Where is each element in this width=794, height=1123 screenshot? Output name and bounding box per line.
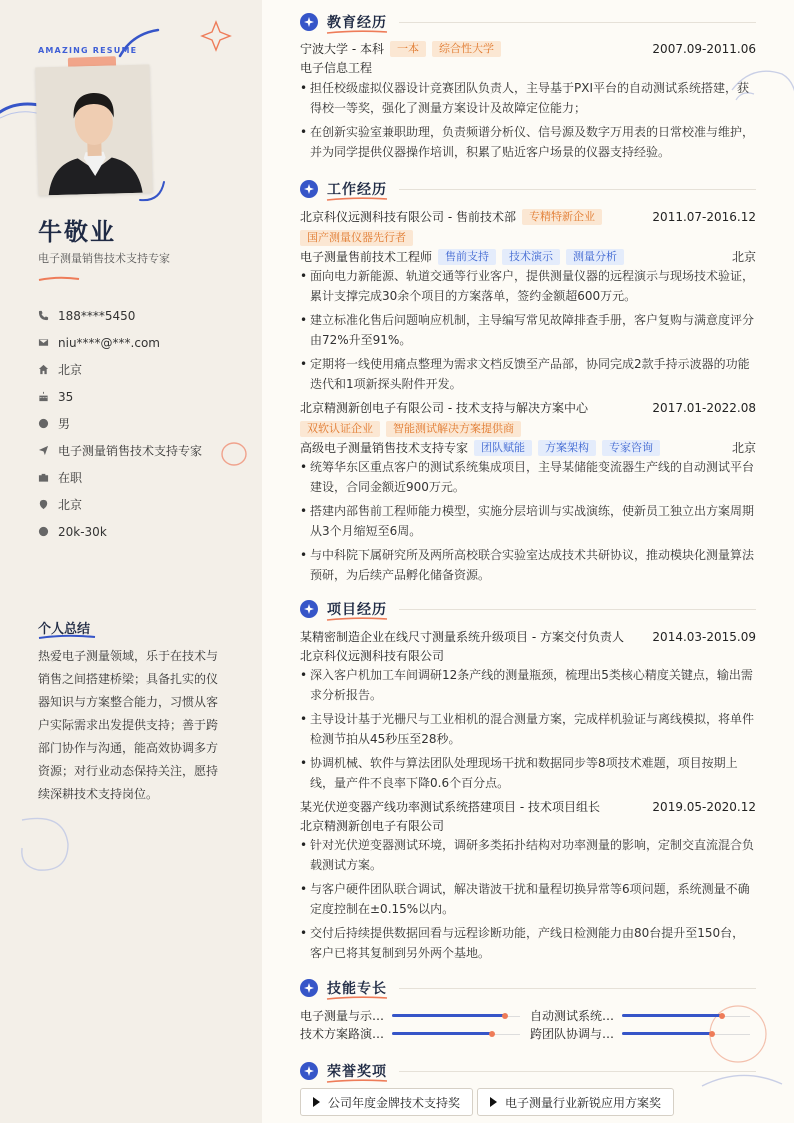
skill-fill bbox=[622, 1014, 722, 1017]
projects-section bbox=[300, 598, 756, 967]
summary-underline bbox=[38, 634, 96, 640]
job-bullets bbox=[300, 457, 756, 585]
skills-grid bbox=[300, 1007, 756, 1042]
contact-item bbox=[38, 356, 248, 383]
list-item: • 统筹华东区重点客户的测试系统集成项目，主导某储能变流器生产线的自动测试平台建设，合同金额近900万元。 bbox=[300, 457, 756, 497]
education-major bbox=[300, 58, 756, 77]
work-title: 工作经历 bbox=[327, 182, 387, 198]
cake-icon bbox=[38, 390, 58, 404]
star-icon bbox=[300, 979, 318, 997]
swirl-decoration bbox=[8, 812, 78, 878]
skill-item bbox=[300, 1025, 530, 1042]
star-icon bbox=[300, 600, 318, 618]
role-row bbox=[300, 438, 756, 457]
project-name: 某精密制造企业在线尺寸测量系统升级项目 - 方案交付负责人 bbox=[300, 630, 624, 644]
skill-marker bbox=[709, 1031, 715, 1037]
contact-value: 电子测量销售技术支持专家 bbox=[58, 444, 203, 458]
skill-name: 技术方案路演… bbox=[300, 1027, 385, 1041]
skills-title: 技能专长 bbox=[327, 981, 387, 997]
section-underline bbox=[326, 1079, 388, 1084]
contact-value: 188****5450 bbox=[58, 308, 136, 323]
role-tag: 售前支持 bbox=[438, 249, 496, 265]
skill-marker bbox=[502, 1013, 508, 1019]
award-label: 公司年度金牌技术支持奖 bbox=[328, 1095, 461, 1110]
contact-value: niu****@***.com bbox=[58, 335, 160, 350]
section-rule bbox=[399, 988, 756, 989]
awards-header bbox=[300, 1060, 756, 1082]
job-period: 2011.07-2016.12 bbox=[652, 209, 756, 224]
projects-title: 项目经历 bbox=[327, 602, 387, 618]
section-underline bbox=[326, 30, 388, 35]
education-header bbox=[300, 11, 756, 33]
role-tag: 团队赋能 bbox=[474, 440, 532, 456]
skill-marker bbox=[719, 1013, 725, 1019]
school-tag: 一本 bbox=[390, 41, 426, 57]
award-item bbox=[300, 1088, 473, 1116]
list-item: • 建立标准化售后问题响应机制，主导编写常见故障排查手册，客户复购与满意度评分由72%升至91%。 bbox=[300, 310, 756, 350]
role-tag: 技术演示 bbox=[502, 249, 560, 265]
resume-tagline: AMAZING RESUME bbox=[38, 46, 138, 55]
skill-level-bar bbox=[392, 1030, 520, 1038]
list-item: • 定期将一线使用痛点整理为需求文档反馈至产品部，协同完成2款手持示波器的功能迭代和1项新探头附件开发。 bbox=[300, 354, 756, 394]
skill-name: 自动测试系统… bbox=[530, 1009, 615, 1023]
list-item: • 在创新实验室兼职助理，负责频谱分析仪、信号源及数字万用表的日常校准与维护，并为同学提供仪器操作培训，积累了贴近客户场景的仪器支持经验。 bbox=[300, 122, 756, 162]
company-tag: 双软认证企业 bbox=[300, 421, 380, 437]
list-item: • 协调机械、软件与算法团队处理现场干扰和数据同步等8项技术难题，项目按期上线，量产件不良率下降0.6个百分点。 bbox=[300, 753, 756, 793]
project-name: 某光伏逆变器产线功率测试系统搭建项目 - 技术项目组长 bbox=[300, 800, 600, 814]
job-row bbox=[300, 398, 756, 417]
mail-icon bbox=[38, 336, 58, 350]
skill-name: 跨团队协调与… bbox=[530, 1027, 615, 1041]
skill-name: 电子测量与示… bbox=[300, 1009, 385, 1023]
candidate-title: 电子测量销售技术支持专家 bbox=[38, 252, 170, 265]
project-org bbox=[300, 646, 756, 665]
contact-item bbox=[38, 410, 248, 437]
work-section bbox=[300, 178, 756, 589]
company-tag: 智能测试解决方案提供商 bbox=[386, 421, 521, 437]
job-row bbox=[300, 207, 756, 226]
skill-fill bbox=[392, 1032, 492, 1035]
home-icon bbox=[38, 363, 58, 377]
education-title: 教育经历 bbox=[327, 15, 387, 31]
list-item: • 深入客户机加工车间调研12条产线的测量瓶颈，梳理出5类核心精度关键点，输出需求分析报告。 bbox=[300, 665, 756, 705]
contact-value: 男 bbox=[58, 417, 71, 431]
contact-item bbox=[38, 464, 248, 491]
contact-list bbox=[38, 302, 248, 545]
project-row bbox=[300, 627, 756, 646]
job-period: 2017.01-2022.08 bbox=[652, 400, 756, 415]
sidebar bbox=[0, 0, 262, 1123]
section-rule bbox=[399, 609, 756, 610]
job-bullets bbox=[300, 266, 756, 394]
company-tag: 专精特新企业 bbox=[522, 209, 602, 225]
awards-list bbox=[300, 1088, 756, 1116]
skill-marker bbox=[489, 1031, 495, 1037]
section-underline bbox=[326, 197, 388, 202]
list-item: • 搭建内部售前工程师能力模型，实施分层培训与实战演练，使新员工独立出方案周期从3个月缩短至6周。 bbox=[300, 501, 756, 541]
company-name: 北京科仪远测科技有限公司 - 售前技术部 bbox=[300, 210, 516, 224]
contact-item bbox=[38, 437, 248, 464]
school-tag: 综合性大学 bbox=[432, 41, 501, 57]
contact-item bbox=[38, 329, 248, 356]
list-item: • 主导设计基于光栅尺与工业相机的混合测量方案，完成样机验证与离线模拟，将单件检测节拍从45秒压至28秒。 bbox=[300, 709, 756, 749]
projects-header bbox=[300, 598, 756, 620]
main-content bbox=[262, 0, 794, 1123]
awards-section bbox=[300, 1060, 756, 1116]
award-item bbox=[477, 1088, 674, 1116]
location-icon bbox=[38, 498, 58, 512]
contact-value: 20k-30k bbox=[58, 524, 107, 539]
contact-value: 北京 bbox=[58, 498, 83, 512]
role-tag: 专家咨询 bbox=[602, 440, 660, 456]
school-name: 宁波大学 - 本科 bbox=[300, 42, 384, 56]
role-row bbox=[300, 247, 756, 266]
summary-heading: 个人总结 bbox=[38, 622, 91, 637]
section-underline bbox=[326, 996, 388, 1001]
skills-section bbox=[300, 977, 756, 1042]
section-rule bbox=[399, 1071, 756, 1072]
section-rule bbox=[399, 189, 756, 190]
contact-value: 35 bbox=[58, 389, 74, 404]
education-section bbox=[300, 11, 756, 166]
skill-item bbox=[530, 1007, 756, 1024]
money-icon bbox=[38, 525, 58, 539]
contact-value: 北京 bbox=[58, 363, 83, 377]
play-icon bbox=[313, 1097, 320, 1107]
contact-item bbox=[38, 383, 248, 410]
summary-text: 热爱电子测量领域，乐于在技术与销售之间搭建桥梁；具备扎实的仪器知识与方案整合能力，习惯从客户实际需求出发提供支持；善于跨部门协作与沟通，能高效协调多方资源；对行业动态保持关注，愿持续深耕技术支持岗位。 bbox=[38, 649, 219, 801]
skill-level-bar bbox=[622, 1030, 750, 1038]
skill-item bbox=[300, 1007, 530, 1024]
skill-level-bar bbox=[392, 1012, 520, 1020]
job-extra-tags bbox=[300, 419, 756, 438]
job-extra-tags bbox=[300, 228, 756, 247]
list-item: • 面向电力新能源、轨道交通等行业客户，提供测量仪器的远程演示与现场技术验证，累计支撑完成30余个项目的方案落单，签约金额超600万元。 bbox=[300, 266, 756, 306]
education-bullets bbox=[300, 78, 756, 162]
project-org bbox=[300, 816, 756, 835]
job-city: 北京 bbox=[731, 441, 756, 455]
project-period: 2014.03-2015.09 bbox=[652, 629, 756, 644]
company-name: 北京精测新创电子有限公司 - 技术支持与解决方案中心 bbox=[300, 401, 588, 415]
contact-value: 在职 bbox=[58, 471, 83, 485]
send-icon bbox=[38, 444, 58, 458]
job-city: 北京 bbox=[731, 250, 756, 264]
briefcase-icon bbox=[38, 471, 58, 485]
role-tag: 测量分析 bbox=[566, 249, 624, 265]
project-bullets bbox=[300, 665, 756, 793]
title-underline bbox=[38, 276, 80, 282]
role-tag: 方案架构 bbox=[538, 440, 596, 456]
list-item: • 与中科院下属研究所及两所高校联合实验室达成技术共研协议，推动模块化测量算法预研，为后续产品孵化储备资源。 bbox=[300, 545, 756, 585]
section-rule bbox=[399, 22, 756, 23]
skills-header bbox=[300, 977, 756, 999]
role-name: 高级电子测量销售技术支持专家 bbox=[300, 441, 469, 455]
list-item: • 与客户硬件团队联合调试，解决谐波干扰和量程切换异常等6项问题，系统测量不确定度控制在±0.15%以内。 bbox=[300, 879, 756, 919]
section-underline bbox=[326, 617, 388, 622]
education-period: 2007.09-2011.06 bbox=[652, 41, 756, 56]
awards-title: 荣誉奖项 bbox=[327, 1064, 387, 1080]
contact-item bbox=[38, 518, 248, 545]
project-bullets bbox=[300, 835, 756, 963]
list-item: • 针对光伏逆变器测试环境，调研多类拓扑结构对功率测量的影响，定制交直流混合负载测试方案。 bbox=[300, 835, 756, 875]
profile-photo bbox=[35, 65, 152, 196]
role-name: 电子测量售前技术工程师 bbox=[300, 250, 433, 264]
skill-item bbox=[530, 1025, 756, 1042]
star-icon bbox=[300, 13, 318, 31]
star-icon bbox=[300, 1062, 318, 1080]
work-header bbox=[300, 178, 756, 200]
project-org-name: 北京精测新创电子有限公司 bbox=[300, 819, 445, 833]
face-icon bbox=[38, 417, 58, 431]
skill-fill bbox=[392, 1014, 505, 1017]
phone-icon bbox=[38, 309, 58, 323]
contact-item bbox=[38, 491, 248, 518]
play-icon bbox=[490, 1097, 497, 1107]
project-row bbox=[300, 797, 756, 816]
award-label: 电子测量行业新锐应用方案奖 bbox=[505, 1095, 662, 1110]
skill-fill bbox=[622, 1032, 712, 1035]
company-tag: 国产测量仪器先行者 bbox=[300, 230, 413, 246]
star-icon bbox=[300, 180, 318, 198]
project-period: 2019.05-2020.12 bbox=[652, 799, 756, 814]
major-name: 电子信息工程 bbox=[300, 61, 373, 75]
contact-item bbox=[38, 302, 248, 329]
skill-level-bar bbox=[622, 1012, 750, 1020]
education-row bbox=[300, 39, 756, 58]
candidate-name: 牛敬业 bbox=[38, 218, 116, 246]
project-org-name: 北京科仪远测科技有限公司 bbox=[300, 649, 445, 663]
list-item: • 担任校级虚拟仪器设计竞赛团队负责人，主导基于PXI平台的自动测试系统搭建，获得校一等奖，强化了测量方案设计及故障定位能力； bbox=[300, 78, 756, 118]
list-item: • 交付后持续提供数据回看与远程诊断功能，产线日检测能力由80台提升至150台，客户已将其复制到另外两个基地。 bbox=[300, 923, 756, 963]
